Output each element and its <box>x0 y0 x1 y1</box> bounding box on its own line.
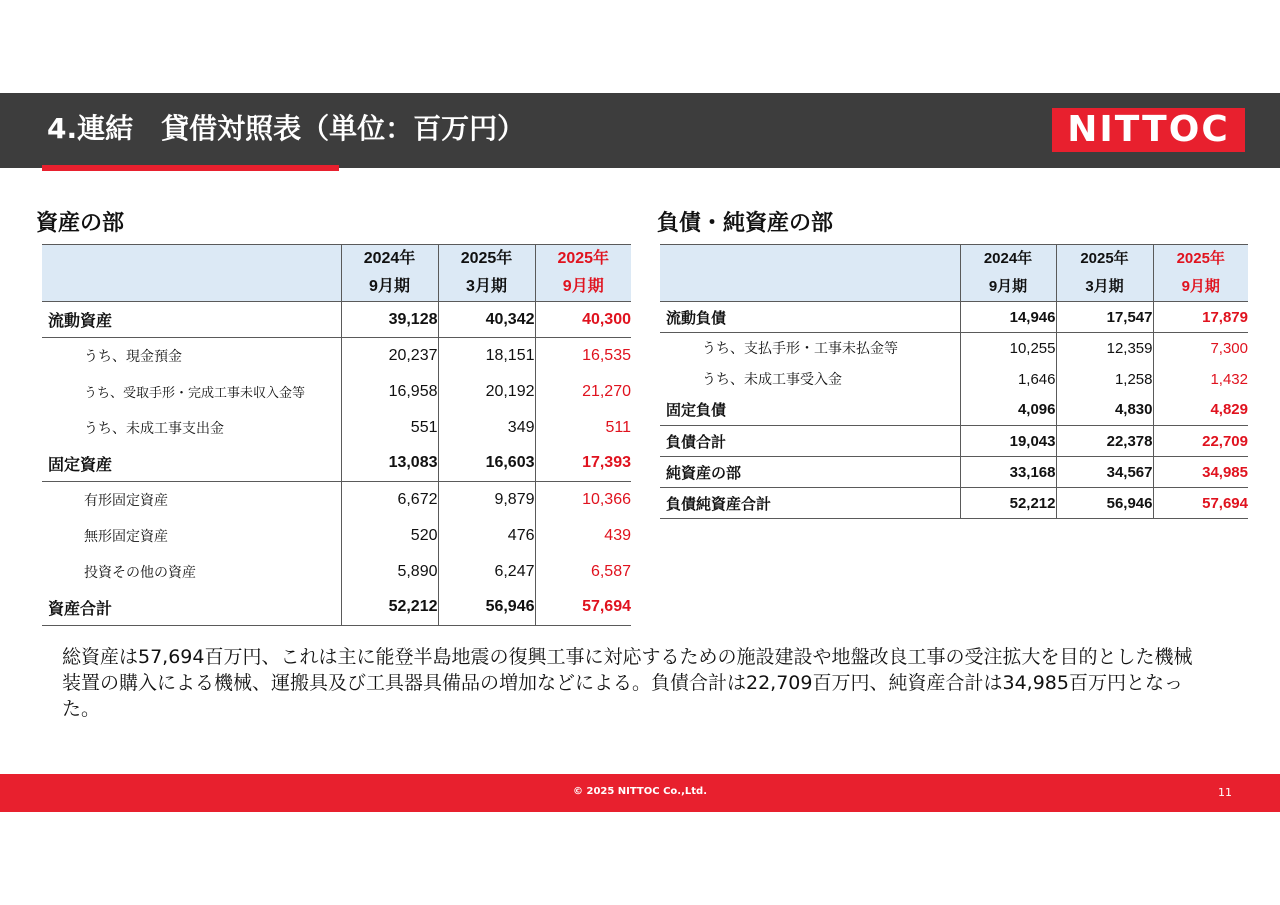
assets-section-title: 資産の部 <box>36 211 125 236</box>
page-title: 4.連結 貸借対照表（単位：百万円） <box>47 112 526 145</box>
table-row: うち、現金預金 20,237 18,151 16,535 <box>42 338 631 374</box>
liabilities-header-col-3: 2025年 9月期 <box>1153 245 1248 302</box>
table-row: 負債純資産合計 52,212 56,946 57,694 <box>660 488 1248 519</box>
copyright: © 2025 NITTOC Co.,Ltd. <box>573 786 707 797</box>
table-row: 流動資産 39,128 40,342 40,300 <box>42 302 631 338</box>
table-row: 流動負債 14,946 17,547 17,879 <box>660 302 1248 333</box>
table-row: 固定負債 4,096 4,830 4,829 <box>660 395 1248 426</box>
table-row: うち、受取手形・完成工事未収入金等 16,958 20,192 21,270 <box>42 374 631 410</box>
table-row: 固定資産 13,083 16,603 17,393 <box>42 446 631 482</box>
nittoc-logo: NITTOC <box>1052 108 1245 152</box>
table-row: うち、未成工事支出金 551 349 511 <box>42 410 631 446</box>
assets-header-col-2: 2025年 3月期 <box>438 245 535 302</box>
summary-text: 総資産は57,694百万円、これは主に能登半島地震の復興工事に対応するための施設建設や地盤改良工事の受注拡大を目的とした機械装置の購入による機械、運搬具及び工具器具備品の増加などによる。負債合計は22,709百万円、純資産合計は34,985百万円となった。 <box>62 646 1193 720</box>
assets-header-col-3: 2025年 9月期 <box>535 245 631 302</box>
liabilities-table <box>660 244 1248 519</box>
liabilities-header-col-2: 2025年 3月期 <box>1056 245 1153 302</box>
table-row: 負債合計 19,043 22,378 22,709 <box>660 426 1248 457</box>
table-row: 資産合計 52,212 56,946 57,694 <box>42 590 631 626</box>
header-accent-line <box>42 165 339 171</box>
table-row: 投資その他の資産 5,890 6,247 6,587 <box>42 554 631 590</box>
table-row: 純資産の部 33,168 34,567 34,985 <box>660 457 1248 488</box>
footer-bar <box>0 774 1280 812</box>
page-number: 11 <box>1218 786 1232 799</box>
assets-header-col-1: 2024年 9月期 <box>341 245 438 302</box>
liabilities-header-blank <box>660 245 960 302</box>
liabilities-section-title: 負債・純資産の部 <box>657 211 834 236</box>
assets-header-blank <box>42 245 341 302</box>
table-row: うち、支払手形・工事未払金等 10,255 12,359 7,300 <box>660 333 1248 364</box>
assets-table <box>42 244 631 626</box>
table-row: うち、未成工事受入金 1,646 1,258 1,432 <box>660 364 1248 395</box>
liabilities-header-col-1: 2024年 9月期 <box>960 245 1056 302</box>
table-row: 有形固定資産 6,672 9,879 10,366 <box>42 482 631 518</box>
table-row: 無形固定資産 520 476 439 <box>42 518 631 554</box>
